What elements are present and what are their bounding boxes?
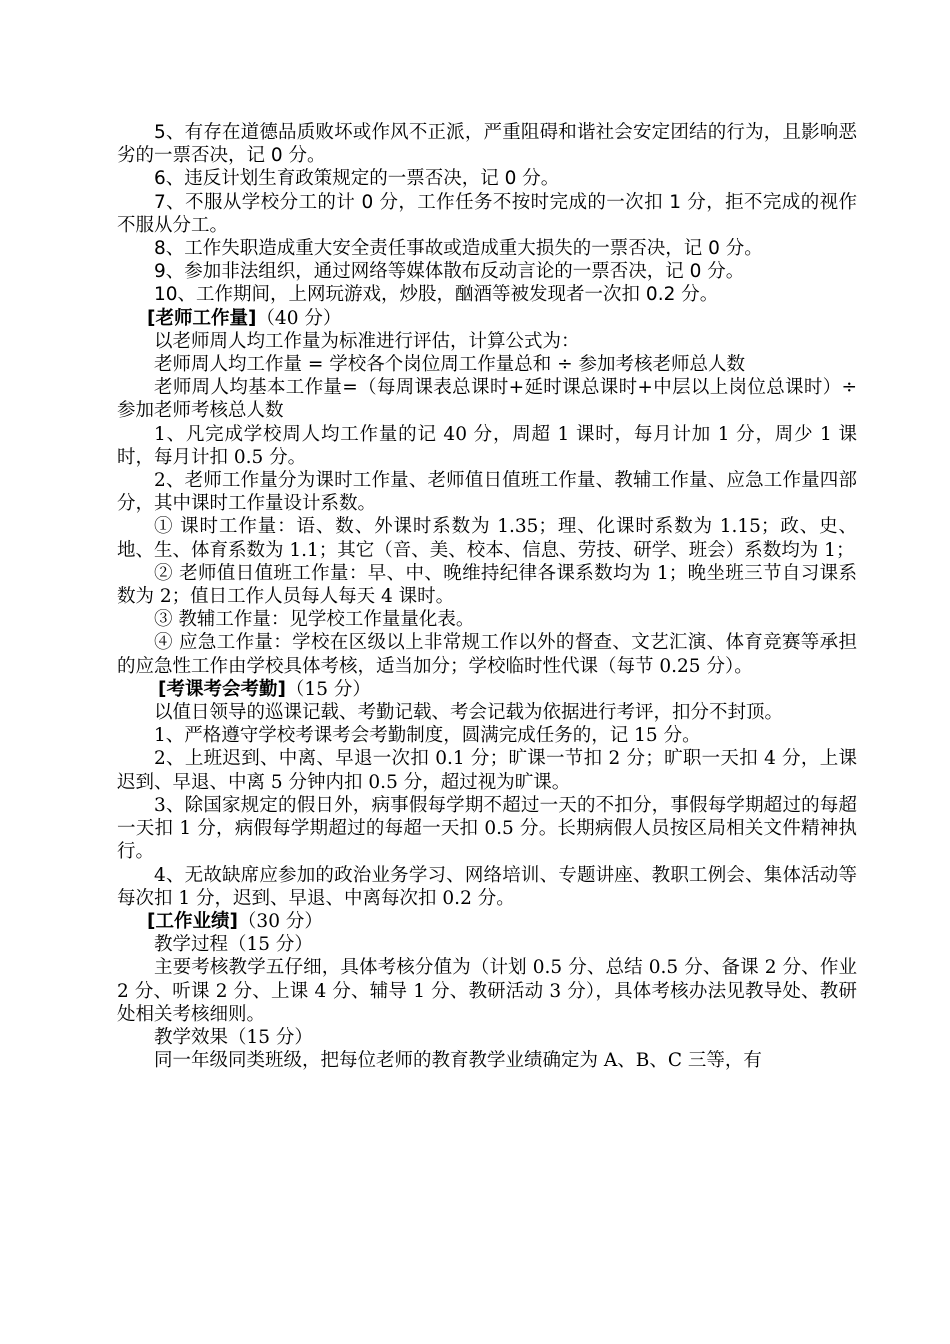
paragraph-rule-9: 9、参加非法组织，通过网络等媒体散布反动言论的一票否决，记 0 分。 bbox=[154, 261, 745, 283]
paragraph-teaching-effect-title: 教学效果（15 分） bbox=[154, 1026, 313, 1048]
document-page bbox=[117, 121, 857, 1072]
section-heading-attendance-title: [考课考会考勤] bbox=[158, 678, 286, 700]
section-heading-workload bbox=[117, 307, 857, 330]
paragraph-rule-10: 10、工作期间，上网玩游戏，炒股，酗酒等被发现者一次扣 0.2 分。 bbox=[154, 284, 719, 306]
paragraph-workload-item-4: ④ 应急工作量：学校在区级以上非常规工作以外的督查、文艺汇演、体育竞赛等承担的应急性工作由学校具体考核，适当加分；学校临时性代课（每节 0.25 分）。 bbox=[117, 632, 857, 677]
paragraph-rule-6: 6、违反计划生育政策规定的一票否决，记 0 分。 bbox=[154, 168, 560, 190]
paragraph-workload-basic-formula: 老师周人均基本工作量=（每周课表总课时+延时课总课时+中层以上岗位总课时）÷参加老师考核总人数 bbox=[117, 377, 857, 422]
paragraph-workload-1: 1、凡完成学校周人均工作量的记 40 分，周超 1 课时，每月计加 1 分，周少 1 课时，每月计扣 0.5 分。 bbox=[117, 423, 857, 468]
paragraph-attendance-intro: 以值日领导的巡课记载、考勤记载、考会记载为依据进行考评，扣分不封顶。 bbox=[154, 702, 784, 724]
paragraph-workload-item-1: ① 课时工作量：语、数、外课时系数为 1.35；理、化课时系数为 1.15；政、史、地、生、体育系数为 1.1；其它（音、美、校本、信息、劳技、研学、班会）系数均为 1； bbox=[117, 516, 857, 561]
paragraph-attendance-3: 3、除国家规定的假日外，病事假每学期不超过一天的不扣分，事假每学期超过的每超一天扣 1 分，病假每学期超过的每超一天扣 0.5 分。长期病假人员按区局相关文件精神执行。 bbox=[117, 794, 857, 863]
paragraph-rule-7: 7、不服从学校分工的计 0 分，工作任务不按时完成的一次扣 1 分，拒不完成的视作不服从分工。 bbox=[117, 191, 857, 236]
section-heading-workload-title: [老师工作量] bbox=[147, 307, 257, 329]
paragraph-attendance-4: 4、无故缺席应参加的政治业务学习、网络培训、专题讲座、教职工例会、集体活动等每次扣 1 分，迟到、早退、中离每次扣 0.2 分。 bbox=[117, 864, 857, 909]
paragraph-teaching-process: 主要考核教学五仔细，具体考核分值为（计划 0.5 分、总结 0.5 分、备课 2 分、作业 2 分、听课 2 分、上课 4 分、辅导 1 分、教研活动 3 分），具体考核办法见教导处、教研处相关考核细则。 bbox=[117, 957, 857, 1025]
paragraph-teaching-process-title: 教学过程（15 分） bbox=[154, 934, 313, 956]
section-heading-performance-score: （30 分） bbox=[237, 910, 323, 932]
paragraph-attendance-1: 1、严格遵守学校考课考会考勤制度，圆满完成任务的，记 15 分。 bbox=[154, 725, 701, 747]
paragraph-workload-item-3: ③ 教辅工作量：见学校工作量量化表。 bbox=[154, 609, 475, 631]
section-heading-workload-score: （40 分） bbox=[256, 307, 342, 329]
paragraph-attendance-2: 2、上班迟到、中离、早退一次扣 0.1 分；旷课一节扣 2 分；旷职一天扣 4 分，上课迟到、早退、中离 5 分钟内扣 0.5 分，超过视为旷课。 bbox=[117, 748, 857, 793]
paragraph-rule-5: 5、有存在道德品质败坏或作风不正派，严重阻碍和谐社会安定团结的行为，且影响恶劣的一票否决，记 0 分。 bbox=[117, 122, 857, 167]
paragraph-workload-formula: 老师周人均工作量 = 学校各个岗位周工作量总和 ÷ 参加考核老师总人数 bbox=[154, 354, 746, 376]
section-heading-attendance-score: （15 分） bbox=[285, 678, 371, 700]
paragraph-workload-item-2: ② 老师值日值班工作量：早、中、晚维持纪律各课系数均为 1；晚坐班三节自习课系数为 2；值日工作人员每人每天 4 课时。 bbox=[117, 562, 857, 608]
section-heading-attendance bbox=[117, 678, 857, 701]
paragraph-workload-2: 2、老师工作量分为课时工作量、老师值日值班工作量、教辅工作量、应急工作量四部分，其中课时工作量设计系数。 bbox=[117, 470, 857, 515]
section-heading-performance-title: [工作业绩] bbox=[147, 910, 238, 932]
paragraph-rule-8: 8、工作失职造成重大安全责任事故或造成重大损失的一票否决，记 0 分。 bbox=[154, 238, 763, 260]
section-heading-performance bbox=[117, 910, 857, 933]
paragraph-workload-intro: 以老师周人均工作量为标准进行评估，计算公式为： bbox=[154, 330, 580, 352]
paragraph-teaching-effect: 同一年级同类班级，把每位老师的教育教学业绩确定为 A、B、C 三等，有 bbox=[154, 1050, 762, 1072]
